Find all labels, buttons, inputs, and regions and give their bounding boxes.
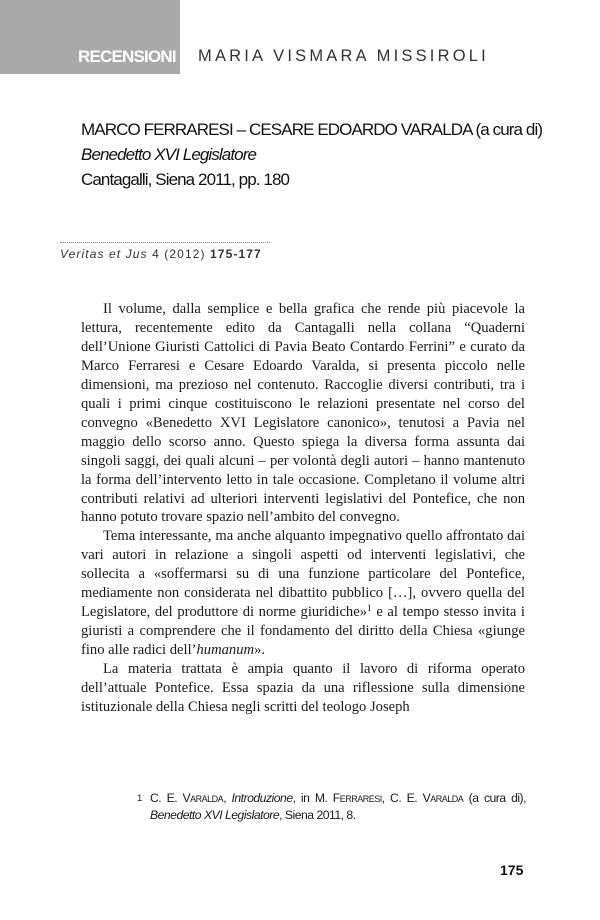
footnote-part: (a cura di), [463, 791, 526, 805]
footnote-part: , in M. [292, 791, 333, 805]
footnote-part: , C. E. [381, 791, 423, 805]
section-label: RECENSIONI [78, 47, 176, 66]
book-title: Benedetto XVI Legislatore [81, 145, 257, 164]
footnote [137, 790, 526, 824]
running-head-author: MARIA VISMARA MISSIROLI [198, 47, 489, 65]
footnote-part: Benedetto XVI Legislatore [150, 808, 280, 822]
footnote-part: Introduzione [231, 791, 293, 805]
paragraph-2-text-a: Tema interessante, ma anche alquanto impegnativo quello affrontato dai vari autori in relazione a singoli aspetti od interventi legislativi, che sollecita a «soffermarsi su di una funzione particolare del Pontefice, mediamente non considerata nel dibattito pubblico […], ovvero quella del Legislatore, del produttore di norme giuridiche» [81, 528, 525, 621]
review-body [81, 300, 525, 717]
footnote-part: Varalda [422, 791, 464, 805]
divider-rule [60, 242, 270, 243]
journal-volume: 4 (2012) [152, 247, 206, 261]
paragraph-3: La materia trattata è ampia quanto il lavoro di riforma operato dell’attuale Pontefice. Essa spazia da una riflessione sulla dimensione istituzionale della Chiesa negli scritti del teologo Joseph [81, 661, 525, 716]
footnote-part: Varalda [182, 791, 224, 805]
journal-pages: 175-177 [210, 247, 262, 261]
journal-reference [60, 247, 262, 261]
footnote-part: , Siena 2011, 8. [279, 808, 356, 822]
paragraph-2-text-b: e al tempo stesso invita i giuristi a comprendere che il fondamento del diritto della Chiesa «giunge fino alle radici dell’ [81, 604, 525, 659]
footnote-part: , [223, 791, 232, 805]
footnote-part: C. E. [150, 791, 183, 805]
paragraph-2-emphasis: humanum [196, 642, 255, 659]
book-authors: MARCO FERRARESI – CESARE EDOARDO VARALDA (a cura di) [81, 120, 543, 139]
footnote-ref[interactable]: 1 [367, 604, 372, 615]
footnote-part: Ferraresi [332, 791, 382, 805]
book-publisher: Cantagalli, Siena 2011, pp. 180 [81, 170, 290, 189]
footnote-number: 1 [137, 793, 142, 804]
paragraph-2-text-c: ». [254, 642, 266, 659]
page-number: 175 [500, 862, 524, 878]
book-citation [81, 117, 542, 192]
paragraph-2 [81, 527, 525, 660]
journal-name: Veritas et Jus [60, 247, 148, 261]
paragraph-1: Il volume, dalla semplice e bella grafica che rende più piacevole la lettura, recentemente edito da Cantagalli nella collana “Quaderni dell’Unione Giuristi Cattolici di Pavia Beato Contardo Ferrini” e curato da Marco Ferraresi e Cesare Edoardo Varalda, si presenta piccolo nelle dimensioni, ma prezioso nel contenuto. Raccoglie diversi contributi, tra i quali i primi cinque costituiscono le relazioni presentate nel corso del convegno «Benedetto XVI Legislatore canonico», tenutosi a Pavia nel maggio dello scorso anno. Questo spiega la diversa forma assunta dai singoli saggi, dei quali alcuni – per volontà degli autori – hanno mantenuto la forma dell’intervento letto in tale occasione. Completano il volume altri contributi relativi ad ulteriori interventi legislativi del Pontefice, che non hanno potuto trovare spazio nell’ambito del convegno. [81, 301, 525, 526]
